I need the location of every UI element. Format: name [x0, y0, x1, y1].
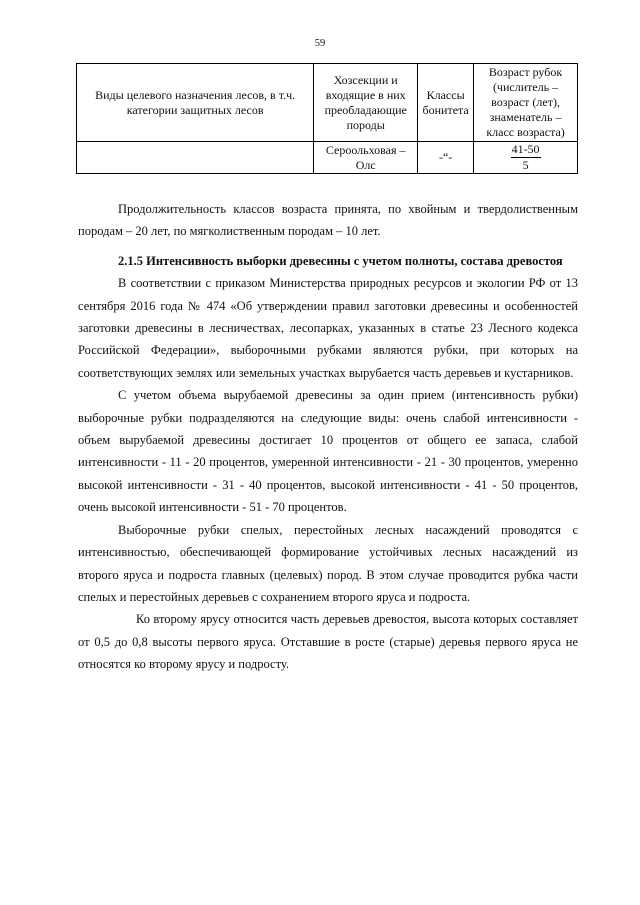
table-header-row [77, 64, 578, 142]
header-felling-age: Возраст рубок (числитель – возраст (лет), знаменатель – класс возраста) [474, 64, 578, 142]
header-bonitet: Классы бонитета [418, 64, 474, 142]
cell-species: Сероольховая – Олс [314, 142, 418, 174]
paragraph-3: Выборочные рубки спелых, перестойных лесных насаждений проводятся с интенсивностью, обеспечивающей формирование устойчивых лесных насаждений из второго яруса и подроста главных (целевых) пород. В этом случае проводится рубка части спелых и перестойных деревьев с сохранением второго яруса и подроста. [78, 522, 578, 604]
age-of-felling-table [76, 63, 578, 174]
cell-bonitet: -“- [418, 142, 474, 174]
page-number: 59 [314, 38, 326, 49]
table-row [77, 142, 578, 174]
paragraph-4: Ко второму ярусу относится часть деревьев древостоя, высота которых составляет от 0,5 до 0,8 высоты первого яруса. Отставшие в росте (старые) деревья первого яруса не относятся ко второму ярусу и подросту. [78, 612, 578, 672]
paragraph-1: В соответствии с приказом Министерства природных ресурсов и экологии РФ от 13 сентября 2016 года № 474 «Об утверждении правил заготовки древесины и особенностей заготовки древесины в лесничествах, лесопарках, указанных в статье 23 Лесного кодекса Российской Федерации», выборочными рубками являются рубки, при которых на соответствующих землях или земельных участках вырубается часть деревьев и кустарников. [78, 276, 578, 380]
section-heading: 2.1.5 Интенсивность выборки древесины с учетом полноты, состава древостоя [118, 253, 563, 268]
age-denominator: 5 [522, 158, 529, 172]
paragraph-2: С учетом объема вырубаемой древесины за один прием (интенсивность рубки) выборочные рубки подразделяются на следующие виды: очень слабой интенсивности - объем вырубаемой древесины достигает 10 процентов от общего ее запаса, слабой интенсивности - 11 - 20 процентов, умеренной интенсивности - 21 - 30 процентов, умеренно высокой интенсивности - 31 - 40 процентов, высокой интенсивности - 41 - 50 процентов, очень высокой интенсивности - 51 - 70 процентов. [78, 388, 578, 515]
cell-purpose [77, 142, 314, 174]
intro-paragraph: Продолжительность классов возраста принята, по хвойным и твердолиственным породам – 20 лет, по мягколиственным породам – 10 лет. [78, 202, 578, 239]
header-forest-purpose: Виды целевого назначения лесов, в т.ч. категории защитных лесов [77, 64, 314, 142]
age-numerator: 41-50 [511, 142, 540, 156]
body-text [78, 198, 578, 676]
header-species: Хозсекции и входящие в них преобладающие породы [314, 64, 418, 142]
cell-felling-age [474, 142, 578, 174]
age-fraction [511, 142, 541, 173]
